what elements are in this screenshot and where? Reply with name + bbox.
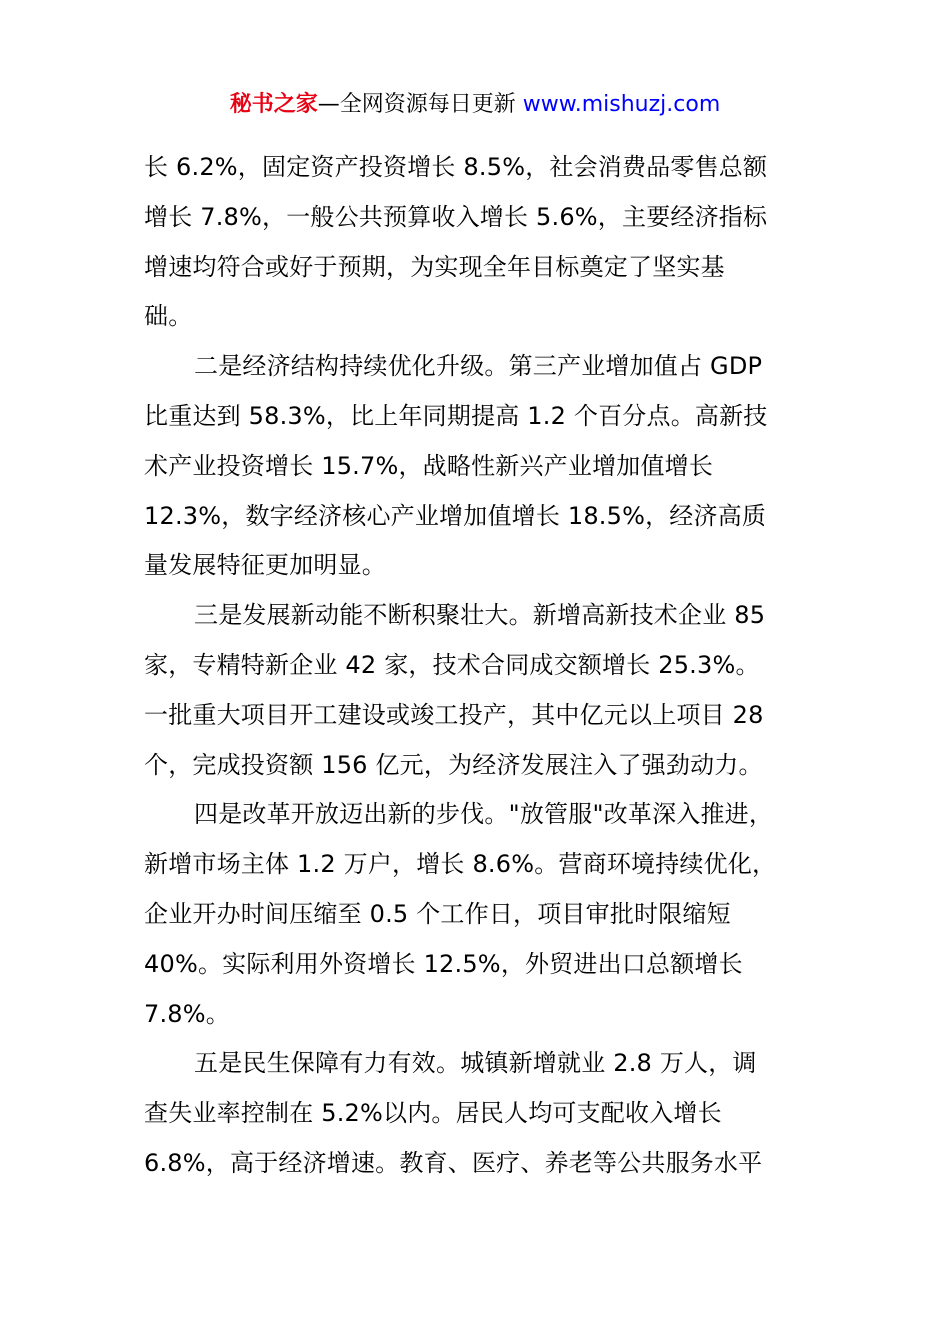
text-line: 6.8%，高于经济增速。教育、医疗、养老等公共服务水平	[144, 1148, 763, 1177]
paragraph-start-line: 四是改革开放迈出新的步伐。"放管服"改革深入推进，	[194, 800, 774, 829]
text-line: 量发展特征更加明显。	[144, 551, 386, 580]
site-header	[0, 88, 950, 122]
text-line: 企业开办时间压缩至 0.5 个工作日，项目审批时限缩短	[144, 899, 731, 928]
paragraph-start-line: 三是发展新动能不断积聚壮大。新增高新技术企业 85	[194, 601, 766, 630]
site-brand: 秘书之家	[229, 92, 318, 117]
paragraph-start-line: 二是经济结构持续优化升级。第三产业增加值占 GDP	[194, 352, 763, 381]
site-tagline: —全网资源每日更新	[317, 92, 523, 117]
text-line: 增速均符合或好于预期，为实现全年目标奠定了坚实基	[144, 252, 725, 281]
text-line: 比重达到 58.3%，比上年同期提高 1.2 个百分点。高新技	[144, 401, 768, 430]
text-line: 12.3%，数字经济核心产业增加值增长 18.5%，经济高质	[144, 501, 767, 530]
text-line: 一批重大项目开工建设或竣工投产，其中亿元以上项目 28	[144, 700, 764, 729]
text-line: 个，完成投资额 156 亿元，为经济发展注入了强劲动力。	[144, 750, 763, 779]
text-line: 家，专精特新企业 42 家，技术合同成交额增长 25.3%。	[144, 650, 760, 679]
paragraph-start-line: 五是民生保障有力有效。城镇新增就业 2.8 万人，调	[194, 1049, 757, 1078]
text-line: 长 6.2%，固定资产投资增长 8.5%，社会消费品零售总额	[144, 153, 768, 181]
text-line: 7.8%。	[144, 999, 230, 1028]
text-line: 查失业率控制在 5.2%以内。居民人均可支配收入增长	[144, 1099, 722, 1128]
document-body	[144, 143, 808, 1189]
text-line: 础。	[144, 302, 193, 331]
text-line: 增长 7.8%，一般公共预算收入增长 5.6%，主要经济指标	[144, 202, 768, 231]
text-line: 40%。实际利用外资增长 12.5%，外贸进出口总额增长	[144, 949, 743, 978]
text-line: 新增市场主体 1.2 万户，增长 8.6%。营商环境持续优化，	[144, 850, 777, 879]
text-line: 术产业投资增长 15.7%，战略性新兴产业增加值增长	[144, 451, 714, 480]
site-url-link[interactable]: www.mishuzj.com	[522, 92, 721, 117]
